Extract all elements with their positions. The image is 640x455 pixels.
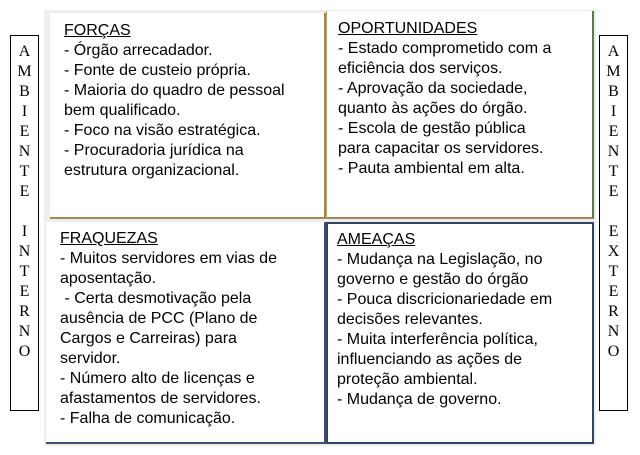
list-item: decisões relevantes. bbox=[337, 311, 483, 328]
list-item: - Estado comprometido com a bbox=[338, 40, 552, 57]
fraquezas-title: FRAQUEZAS bbox=[60, 230, 158, 247]
side-letter: T bbox=[19, 263, 30, 280]
side-letter: M bbox=[606, 63, 621, 80]
side-letter: O bbox=[18, 343, 31, 360]
side-letter: A bbox=[607, 43, 620, 60]
side-letter: E bbox=[19, 183, 30, 200]
side-letter: X bbox=[607, 243, 620, 260]
list-item: servidor. bbox=[60, 350, 121, 367]
side-letter: B bbox=[608, 83, 619, 100]
list-item: Cargos e Carreiras) para bbox=[60, 330, 237, 347]
side-letter: E bbox=[19, 123, 30, 140]
list-item: - Procuradoria jurídica na bbox=[64, 142, 244, 159]
list-item: - Foco na visão estratégica. bbox=[64, 122, 261, 139]
side-letter: N bbox=[18, 323, 31, 340]
fraquezas-quadrant bbox=[46, 222, 326, 444]
forcas-quadrant bbox=[50, 13, 326, 219]
ameacas-quadrant bbox=[326, 222, 594, 444]
side-letter: R bbox=[608, 303, 619, 320]
list-item: - Fonte de custeio própria. bbox=[64, 62, 251, 79]
list-item: para capacitar os servidores. bbox=[338, 140, 544, 157]
fraquezas-list bbox=[60, 249, 314, 429]
list-item: bem qualificado. bbox=[64, 102, 181, 119]
list-item: - Muita interferência política, bbox=[337, 331, 538, 348]
ameacas-list bbox=[337, 250, 582, 410]
side-letter: E bbox=[608, 123, 619, 140]
list-item: - Aprovação da sociedade, bbox=[338, 80, 528, 97]
side-letter: O bbox=[607, 343, 620, 360]
list-item: estrutura organizacional. bbox=[64, 162, 240, 179]
list-item: - Escola de gestão pública bbox=[338, 120, 526, 137]
list-item: - Mudança de governo. bbox=[337, 391, 502, 408]
side-letter: I bbox=[21, 223, 28, 240]
list-item: - Muitos servidores em vias de bbox=[60, 250, 277, 267]
side-letter: I bbox=[610, 103, 617, 120]
side-letter: N bbox=[18, 143, 31, 160]
list-item: eficiência dos serviços. bbox=[338, 60, 503, 77]
list-item: - Maioria do quadro de pessoal bbox=[64, 82, 285, 99]
oportunidades-title: OPORTUNIDADES bbox=[338, 20, 478, 37]
side-letter: T bbox=[608, 163, 619, 180]
forcas-title: FORÇAS bbox=[64, 22, 131, 39]
oportunidades-list bbox=[338, 39, 582, 179]
side-letter: T bbox=[19, 163, 30, 180]
list-item: ausência de PCC (Plano de bbox=[60, 310, 258, 327]
side-letter: N bbox=[607, 143, 620, 160]
side-letter: E bbox=[608, 183, 619, 200]
list-item: influenciando as ações de bbox=[337, 351, 523, 368]
list-item: - Pauta ambiental em alta. bbox=[338, 160, 525, 177]
list-item: proteção ambiental. bbox=[337, 371, 478, 388]
side-letter: E bbox=[19, 283, 30, 300]
side-letter: M bbox=[17, 63, 32, 80]
side-letter: B bbox=[19, 83, 30, 100]
list-item: - Certa desmotivação pela bbox=[60, 290, 252, 307]
forcas-list bbox=[64, 41, 314, 181]
side-letter: I bbox=[21, 103, 28, 120]
side-letter: A bbox=[18, 43, 31, 60]
list-item: - Mudança na Legislação, no bbox=[337, 251, 543, 268]
oportunidades-quadrant bbox=[326, 11, 594, 219]
list-item: afastamentos de servidores. bbox=[60, 390, 261, 407]
side-letter: R bbox=[19, 303, 30, 320]
list-item: quanto às ações do órgão. bbox=[338, 100, 528, 117]
side-letter: E bbox=[608, 223, 619, 240]
ambiente-externo-label bbox=[599, 35, 628, 411]
list-item: - Órgão arrecadador. bbox=[64, 42, 213, 59]
list-item: - Número alto de licenças e bbox=[60, 370, 255, 387]
list-item: - Falha de comunicação. bbox=[60, 410, 236, 427]
side-letter: T bbox=[608, 263, 619, 280]
list-item: aposentação. bbox=[60, 270, 157, 287]
list-item: - Pouca discricionariedade em bbox=[337, 291, 553, 308]
side-letter: N bbox=[18, 243, 31, 260]
ambiente-interno-label bbox=[10, 35, 39, 411]
side-letter: N bbox=[607, 323, 620, 340]
ameacas-title: AMEAÇAS bbox=[337, 231, 416, 248]
side-letter: E bbox=[608, 283, 619, 300]
list-item: governo e gestão do órgão bbox=[337, 271, 529, 288]
